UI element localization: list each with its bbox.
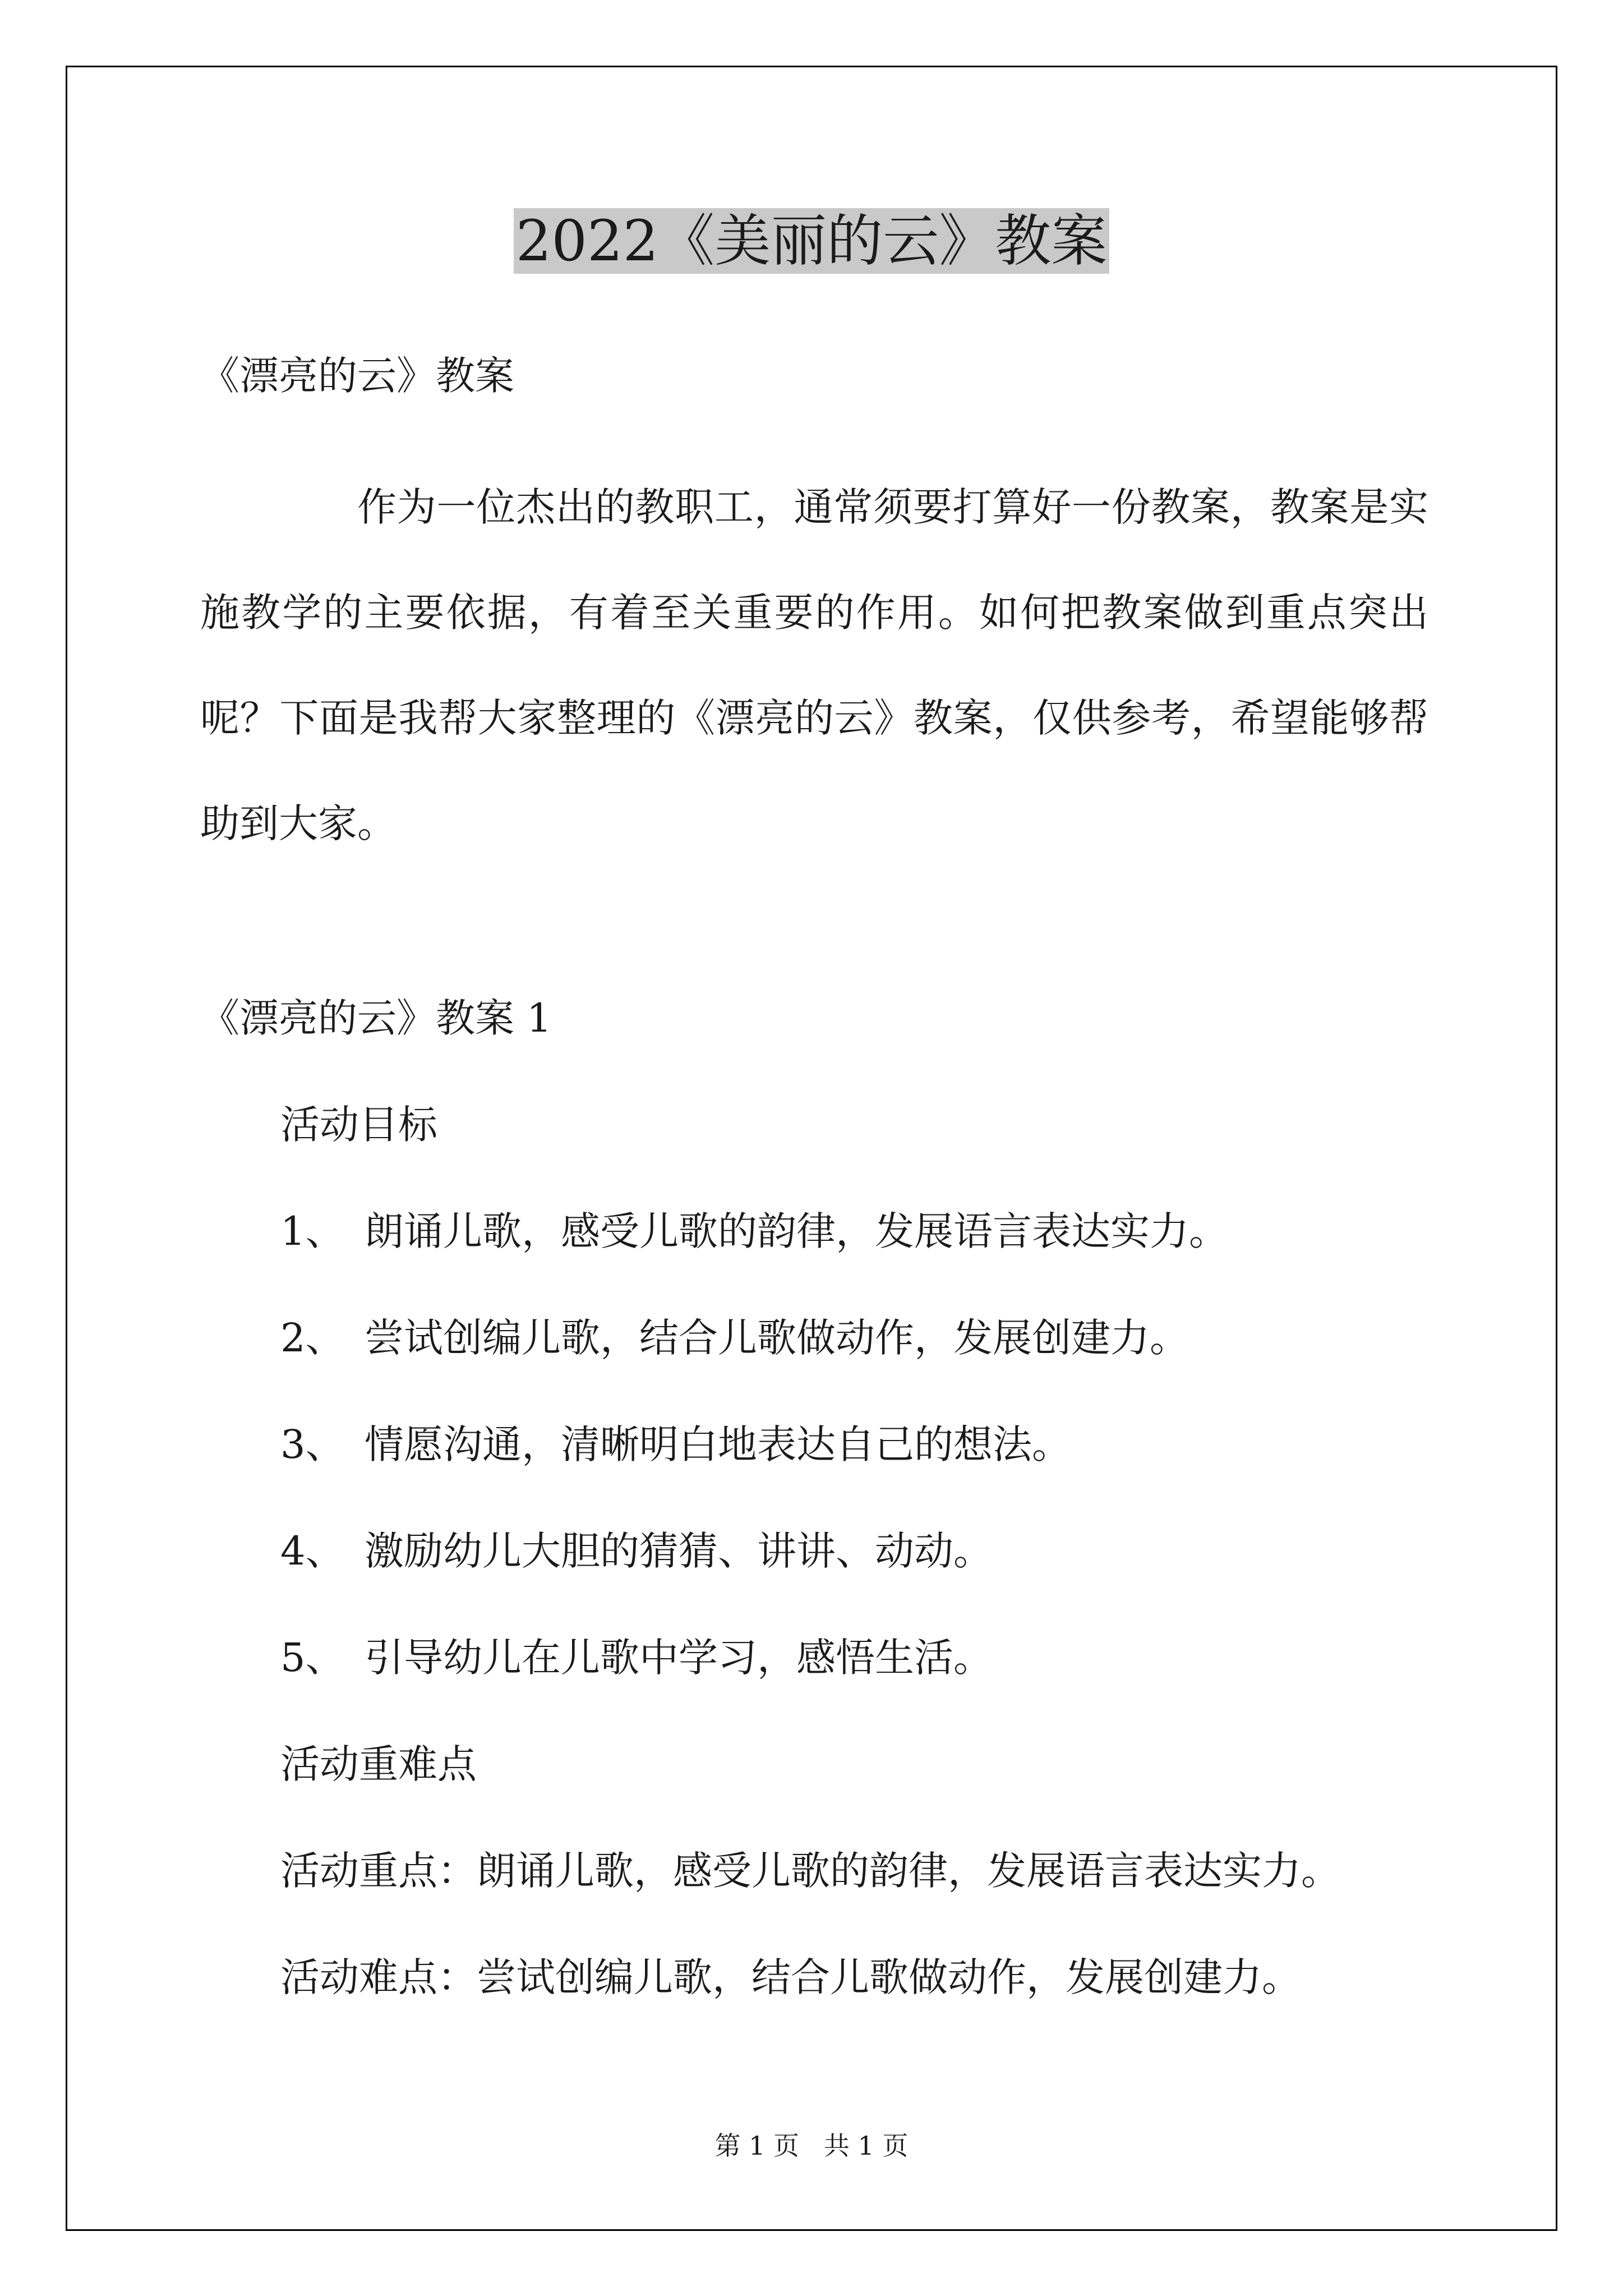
goal-text: 尝试创编儿歌，结合儿歌做动作，发展创建力。 <box>365 1315 1189 1361</box>
goal-item <box>280 1310 1189 1366</box>
goal-item <box>280 1630 993 1686</box>
goal-text: 情愿沟通，清晰明白地表达自己的想法。 <box>365 1421 1071 1467</box>
goal-text: 朗诵儿歌，感受儿歌的韵律，发展语言表达实力。 <box>365 1208 1228 1254</box>
key-point: 活动重点：朗诵儿歌，感受儿歌的韵律，发展语言表达实力。 <box>280 1848 1340 1894</box>
intro-paragraph: 作为一位杰出的教职工，通常须要打算好一份教案，教案是实施教学的主要依据，有着至关重要的作用。如何把教案做到重点突出呢？下面是我帮大家整理的《漂亮的云》教案，仅供参考，希望能够帮助到大家。 <box>200 484 1428 846</box>
goal-item <box>280 1203 1228 1259</box>
goal-text: 激励幼儿大胆的猜猜、讲讲、动动。 <box>365 1528 993 1574</box>
document-title <box>0 202 1623 280</box>
goals-heading: 活动目标 <box>280 1102 437 1148</box>
goal-item <box>280 1416 1071 1473</box>
subtitle: 《漂亮的云》教案 <box>200 353 514 399</box>
goal-number: 1、 <box>280 1208 345 1254</box>
key-difficult-heading: 活动重难点 <box>280 1741 477 1787</box>
goal-text: 引导幼儿在儿歌中学习，感悟生活。 <box>365 1635 993 1681</box>
difficult-point: 活动难点：尝试创编儿歌，结合儿歌做动作，发展创建力。 <box>280 1954 1301 2000</box>
goal-number: 4、 <box>280 1528 345 1574</box>
goal-item <box>280 1523 993 1579</box>
goal-number: 3、 <box>280 1421 345 1467</box>
section-heading: 《漂亮的云》教案 1 <box>200 995 552 1041</box>
goal-number: 2、 <box>280 1315 345 1361</box>
page-footer: 第 1 页 共 1 页 <box>714 2131 909 2161</box>
document-title-text: 2022《美丽的云》教案 <box>514 208 1110 274</box>
goal-number: 5、 <box>280 1635 345 1681</box>
